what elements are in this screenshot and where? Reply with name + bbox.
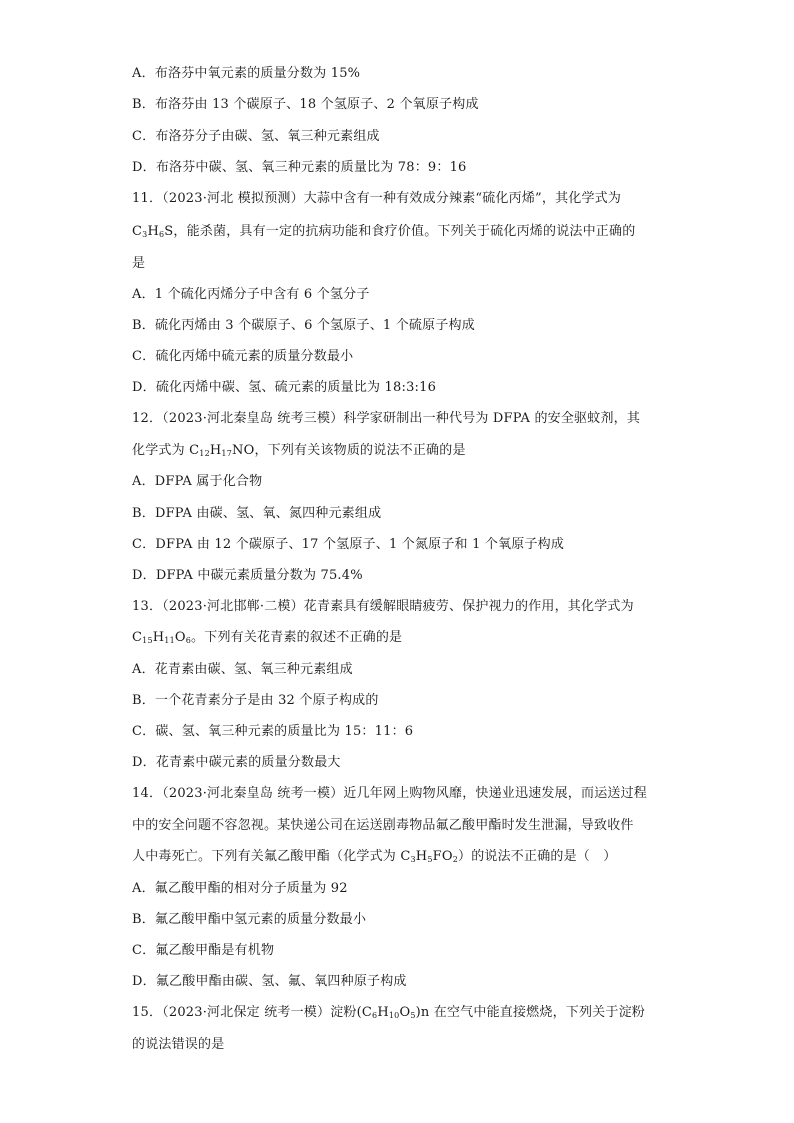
option-c: C．布洛芬分子由碳、氢、氧三种元素组成 — [132, 129, 380, 144]
q12-option-b: B．DFPA 由碳、氢、氧、氮四种元素组成 — [132, 506, 382, 521]
question-14-stem: 14．（2023·河北秦皇岛 统考一模）近几年网上购物风靡，快递业迅速发展，而运送过程 — [132, 786, 647, 801]
q11-option-c: C．硫化丙烯中硫元素的质量分数最小 — [132, 349, 354, 364]
q13-option-d: D．花青素中碳元素的质量分数最大 — [132, 755, 341, 770]
question-13-stem: 13．（2023·河北邯郸·二模）花青素具有缓解眼睛疲劳、保护视力的作用，其化学式为 — [132, 599, 634, 614]
q12-option-c: C．DFPA 由 12 个碳原子、17 个氢原子、1 个氮原子和 1 个氧原子构成 — [132, 537, 565, 552]
q11-option-b: B．硫化丙烯由 3 个碳原子、6 个氢原子、1 个硫原子构成 — [132, 318, 475, 333]
option-b: B．布洛芬由 13 个碳原子、18 个氢原子、2 个氧原子构成 — [132, 97, 479, 112]
question-14-stem-2: 中的安全问题不容忽视。某快递公司在运送剧毒物品氟乙酸甲酯时发生泄漏，导致收件 — [132, 818, 634, 833]
question-12-stem: 12．（2023·河北秦皇岛 统考三模）科学家研制出一种代号为 DFPA 的安全驱蚊剂，其 — [132, 411, 641, 426]
question-11-stem-end: 是 — [132, 256, 146, 271]
question-15-stem-end: 的说法错误的是 — [132, 1037, 225, 1052]
q13-option-c: C．碳、氢、氧三种元素的质量比为 15：11：6 — [132, 724, 414, 739]
q13-option-b: B．一个花青素分子是由 32 个原子构成的 — [132, 693, 379, 708]
q12-option-a: A．DFPA 属于化合物 — [132, 474, 263, 489]
q14-option-c: C．氟乙酸甲酯是有机物 — [132, 943, 275, 958]
q13-option-a: A．花青素由碳、氢、氧三种元素组成 — [132, 662, 353, 677]
question-14-formula-line: 人中毒死亡。下列有关氟乙酸甲酯（化学式为 $C_3H_5FO_2$）的说法不正确的是（ ） — [132, 849, 617, 864]
q14-option-a: A．氟乙酸甲酯的相对分子质量为 92 — [132, 881, 348, 896]
q14-option-d: D．氟乙酸甲酯由碳、氢、氟、氧四种原子构成 — [132, 974, 407, 989]
q12-option-d: D．DFPA 中碳元素质量分数为 75.4% — [132, 568, 363, 583]
option-a: A．布洛芬中氧元素的质量分数为 15% — [132, 66, 361, 81]
question-13-formula-line: $C_{15}H_{11}O_6$。下列有关花青素的叙述不正确的是 — [132, 630, 403, 645]
question-15-stem: 15．（2023·河北保定 统考一模）淀粉$(C_6H_{10}O_5)n$ 在空气中能直接燃烧，下列关于淀粉 — [132, 1005, 645, 1020]
question-11-stem: 11．（2023·河北 模拟预测）大蒜中含有一种有效成分辣素“硫化丙烯”，其化学式为 — [132, 191, 622, 206]
question-11-formula-line: $C_3H_6S$，能杀菌，具有一定的抗病功能和食疗价值。下列关于硫化丙烯的说法中正确的 — [132, 224, 636, 239]
q11-option-a: A．1 个硫化丙烯分子中含有 6 个氢分子 — [132, 287, 370, 302]
q14-option-b: B．氟乙酸甲酯中氢元素的质量分数最小 — [132, 912, 367, 927]
question-12-formula-line: 化学式为 $C_{12}H_{17}NO$，下列有关该物质的说法不正确的是 — [132, 443, 466, 458]
q11-option-d: D．硫化丙烯中碳、氢、硫元素的质量比为 18:3:16 — [132, 380, 437, 395]
option-d: D．布洛芬中碳、氢、氧三种元素的质量比为 78：9：16 — [132, 160, 467, 175]
